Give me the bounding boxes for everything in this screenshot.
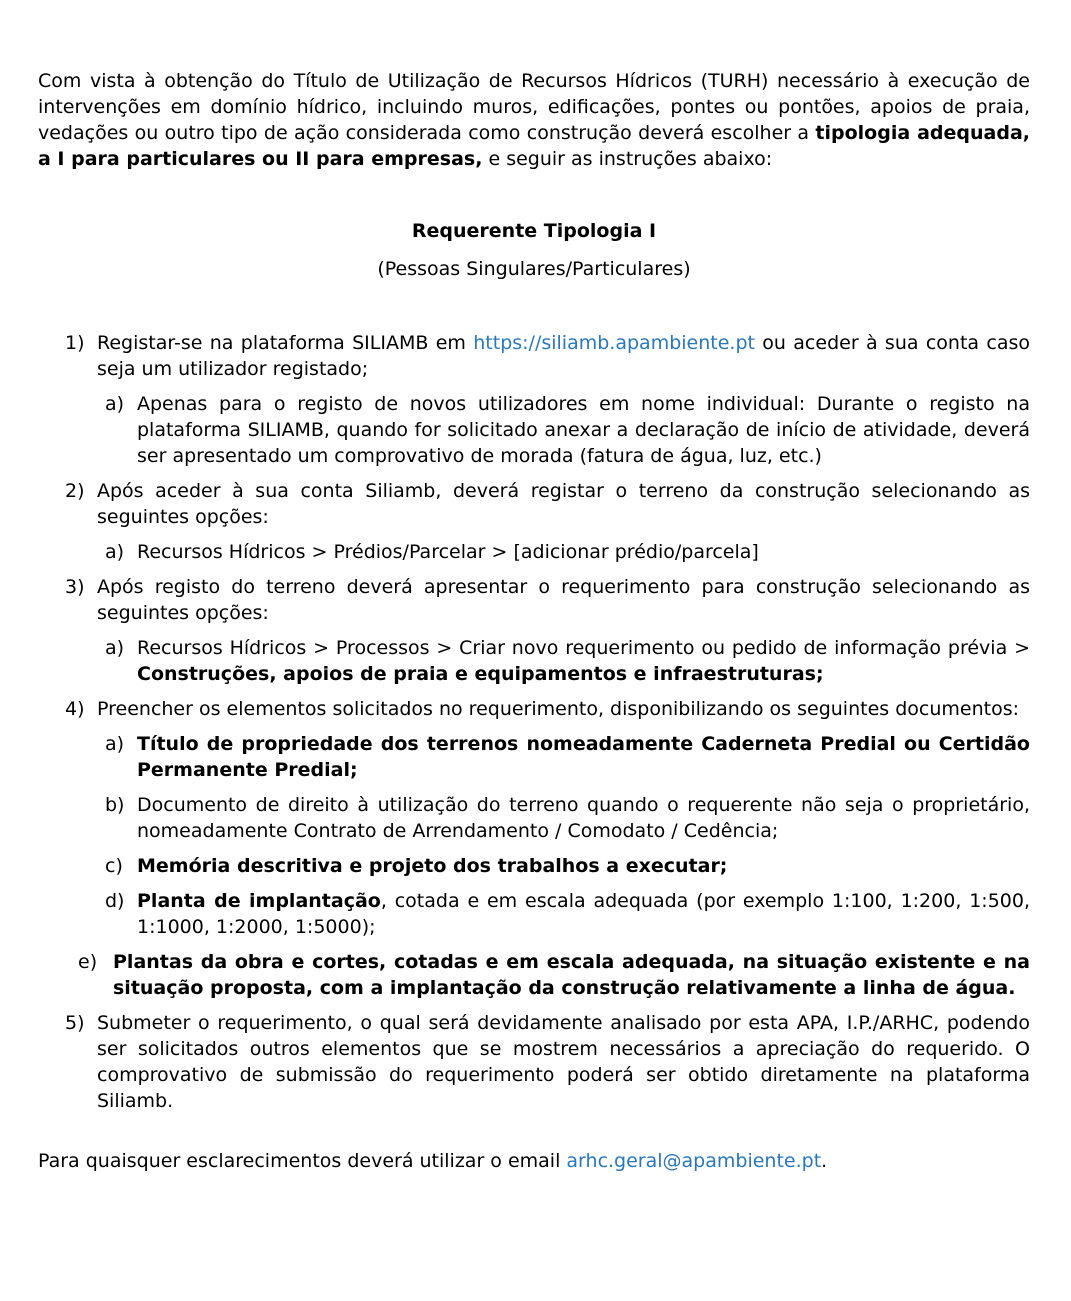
list-item-2a-letter: a) [105, 541, 125, 563]
footer-period: . [821, 1150, 828, 1172]
section-title: Requerente Tipologia I [411, 220, 657, 242]
intro-bold-typology: tipologia adequada, a I para particulares ou II para empresas, [38, 122, 1030, 170]
list-item-3a-text [137, 635, 1030, 687]
list-item-4d-text [137, 888, 1030, 940]
list-item-2a-text: Recursos Hídricos > Prédios/Parcelar > [adicionar prédio/parcela] [137, 541, 759, 563]
list-item-1-number: 1) [65, 332, 85, 354]
siliamb-link[interactable]: https://siliamb.apambiente.pt [473, 332, 755, 354]
intro-text-2: e seguir as instruções abaixo: [482, 148, 773, 170]
list-item-4d-rest: , cotada e em escala adequada (por exemplo 1:100, 1:200, 1:500, 1:1000, 1:2000, 1:5000); [137, 890, 1031, 938]
list-item-4a [38, 731, 1030, 783]
list-item-1a-letter: a) [105, 393, 125, 415]
list-item-2-number: 2) [65, 480, 85, 502]
intro-text-1: Com vista à obtenção do Título de Utilização de Recursos Hídricos (TURH) necessário à execução de intervenções em domínio hídrico, incluindo muros, edificações, pontes ou pontões, apoios de praia, vedações ou outro tipo de ação considerada como construção deverá escolher a [38, 70, 1030, 144]
list-item-3-number: 3) [65, 576, 85, 598]
list-item-4c [38, 853, 1030, 879]
list-item-1-pre: Registar-se na plataforma SILIAMB em [97, 332, 474, 354]
list-item-2a [38, 539, 1030, 565]
list-item-5-text: Submeter o requerimento, o qual será devidamente analisado por esta APA, I.P./ARHC, podendo ser solicitados outros elementos que se mostrem necessários a apreciação do requerido. O comprovativo de submissão do requerimento poderá ser obtido diretamente na plataforma Siliamb. [97, 1012, 1030, 1112]
list-item-4d [38, 888, 1030, 940]
list-item-4d-bold: Planta de implantação [137, 890, 381, 912]
contact-email-link[interactable]: arhc.geral@apambiente.pt [566, 1150, 822, 1172]
list-item-4c-bold: Memória descritiva e projeto dos trabalhos a executar; [137, 855, 728, 877]
list-item-1a-text: Apenas para o registo de novos utilizadores em nome individual: Durante o registo na plataforma SILIAMB, quando for solicitado anexar a declaração de início de atividade, deverá ser apresentado um comprovativo de morada (fatura de água, luz, etc.) [137, 393, 1030, 467]
list-item-4-text: Preencher os elementos solicitados no requerimento, disponibilizando os seguintes documentos: [97, 698, 1019, 720]
list-item-4c-letter: c) [105, 855, 123, 877]
list-item-4e-letter: e) [78, 951, 98, 973]
footer-paragraph [38, 1148, 1030, 1174]
list-item-3-text: Após registo do terreno deverá apresentar o requerimento para construção selecionando as seguintes opções: [97, 576, 1030, 624]
list-item-4e [38, 949, 1030, 1001]
list-item-4e-text [113, 949, 1030, 1001]
list-item-4d-letter: d) [105, 890, 125, 912]
list-item-4a-bold: Título de propriedade dos terrenos nomeadamente Caderneta Predial ou Certidão Permanente Predial; [137, 733, 1030, 781]
list-item-2 [38, 478, 1030, 530]
list-item-4a-text [137, 731, 1030, 783]
list-item-1-text [97, 330, 1030, 382]
list-item-3a-bold: Construções, apoios de praia e equipamentos e infraestruturas; [137, 663, 824, 685]
list-item-3a-letter: a) [105, 637, 125, 659]
intro-paragraph [38, 68, 1030, 172]
list-item-4a-letter: a) [105, 733, 125, 755]
list-item-3a [38, 635, 1030, 687]
list-item-4e-bold: Plantas da obra e cortes, cotadas e em escala adequada, na situação existente e na situação proposta, com a implantação da construção relativamente a linha de água. [113, 951, 1030, 999]
footer-text: Para quaisquer esclarecimentos deverá utilizar o email [38, 1150, 567, 1172]
list-item-4-number: 4) [65, 698, 85, 720]
list-item-4 [38, 696, 1030, 722]
list-item-5 [38, 1010, 1030, 1114]
list-item-1-post: ou aceder à sua conta caso seja um utilizador registado; [97, 332, 1030, 380]
list-item-2-text: Após aceder à sua conta Siliamb, deverá registar o terreno da construção selecionando as seguintes opções: [97, 480, 1030, 528]
list-item-4b-letter: b) [105, 794, 125, 816]
section-subtitle: (Pessoas Singulares/Particulares) [377, 258, 691, 280]
list-item-4c-text [137, 853, 1030, 879]
instructions-list [38, 330, 1030, 1114]
list-item-5-number: 5) [65, 1012, 85, 1034]
list-item-3a-path: Recursos Hídricos > Processos > Criar novo requerimento ou pedido de informação prévia > [137, 637, 1030, 659]
list-item-1 [38, 330, 1030, 382]
list-item-1a [38, 391, 1030, 469]
list-item-3 [38, 574, 1030, 626]
list-item-4b-text: Documento de direito à utilização do terreno quando o requerente não seja o proprietário, nomeadamente Contrato de Arrendamento / Comodato / Cedência; [137, 794, 1030, 842]
list-item-4b [38, 792, 1030, 844]
